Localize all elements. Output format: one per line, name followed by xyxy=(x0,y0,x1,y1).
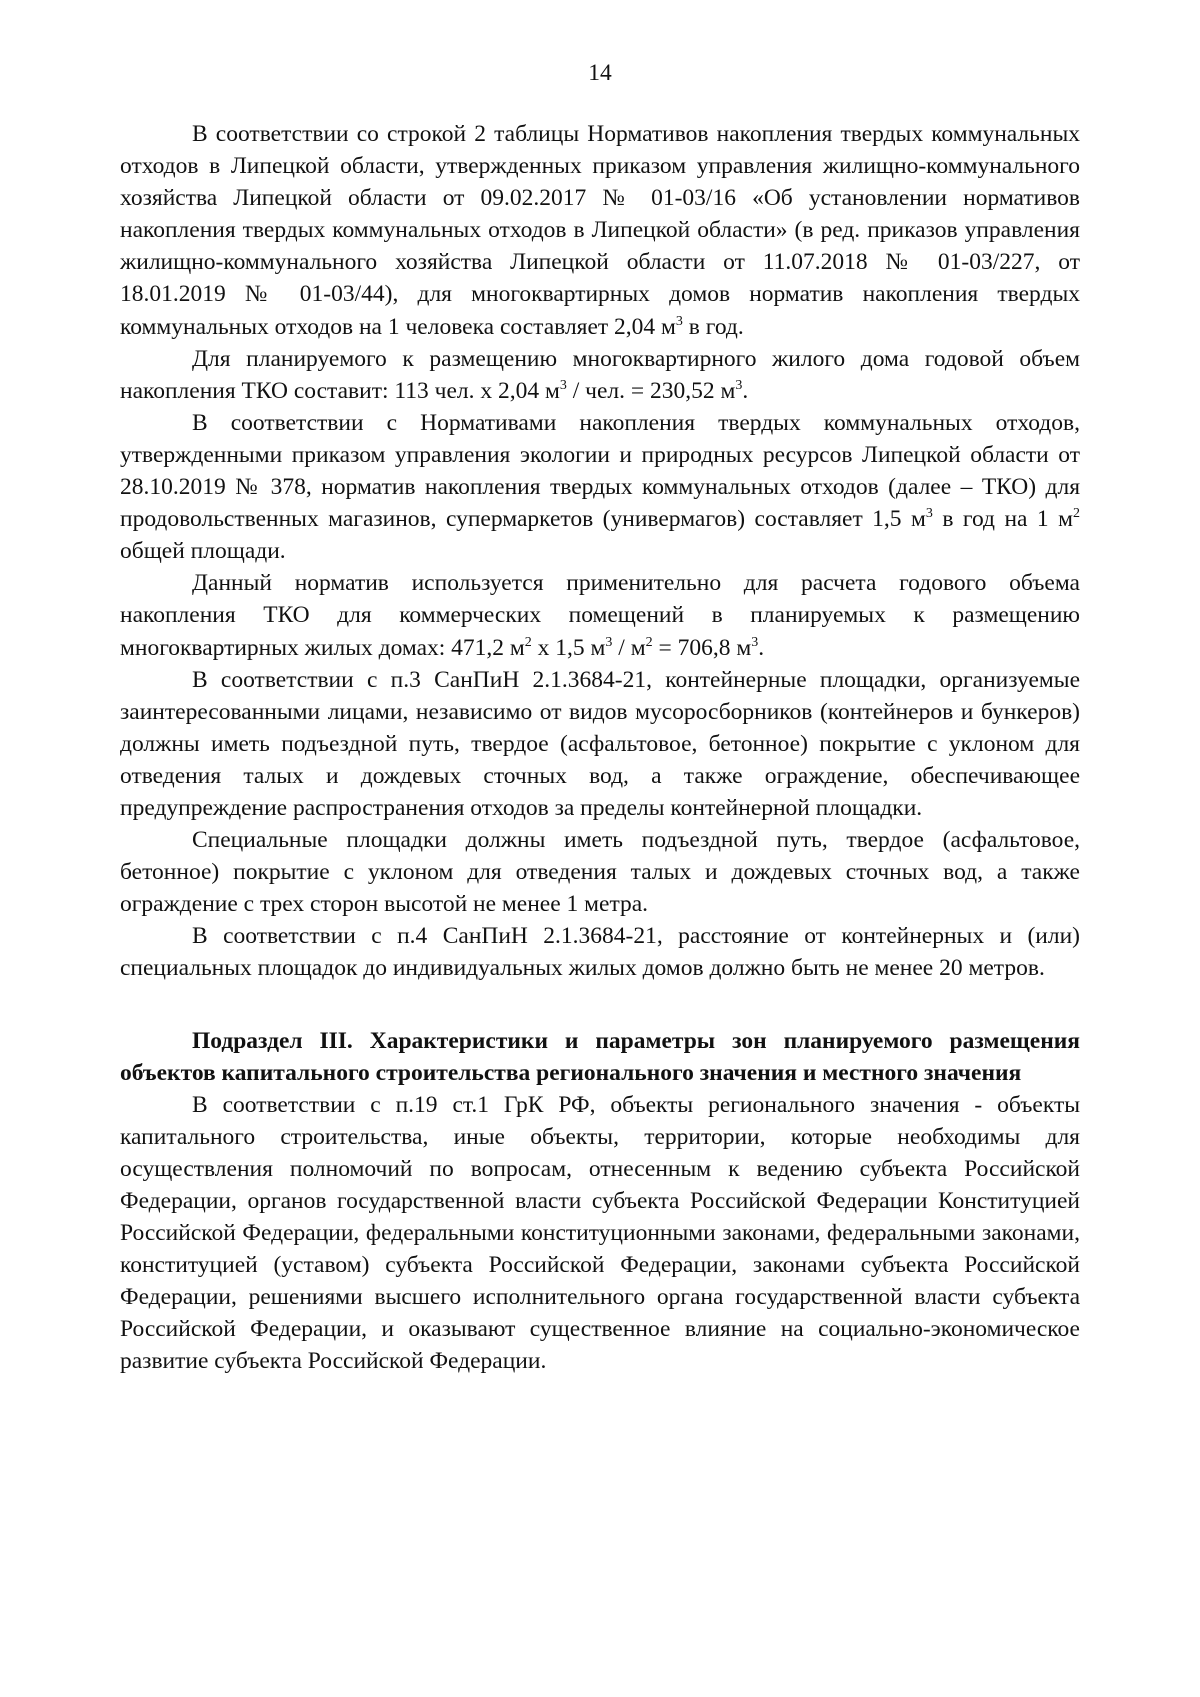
paragraph-special-sites: Специальные площадки должны иметь подъездной путь, твердое (асфальтовое, бетонное) покрытие с уклоном для отведения талых и дождевых сточных вод, а также ограждение с трех сторон высотой не менее 1 метра. xyxy=(120,827,1080,918)
section-heading: Подраздел III. Характеристики и параметры зон планируемого размещения объектов капитального строительства регионального значения и местного значения xyxy=(120,1027,1080,1086)
paragraph-commercial-volume: Данный норматив используется применительно для расчета годового объема накопления ТКО для коммерческих помещений в планируемых к размещению многоквартирных жилых домах: 471,2 $м^2$ х 1,5 $м^3 / м^2 = 706,8$ $м^3$. xyxy=(120,570,1080,661)
paragraph-container-sites: В соответствии с п.3 СанПиН 2.1.3684-21, контейнерные площадки, организуемые заинтересованными лицами, независимо от видов мусоросборников (контейнеров и бункеров) должны иметь подъездной путь, твердое (асфальтовое, бетонное) покрытие с уклоном для отведения талых и дождевых сточных вод, а также ограждение, обеспечивающее предупреждение распространения отходов за пределы контейнерной площадки. xyxy=(120,666,1080,821)
paragraph-waste-norm-apartments: В соответствии со строкой 2 таблицы Нормативов накопления твердых коммунальных отходов в Липецкой области, утвержденных приказом управления жилищно-коммунального хозяйства Липецкой области от 09.02.2017 № 01-03/16 «Об установлении нормативов накопления твердых коммунальных отходов в Липецкой области» (в ред. приказов управления жилищно-коммунального хозяйства Липецкой области от 11.07.2018 № 01-03/227, от 18.01.2019 № 01-03/44), для многоквартирных домов норматив накопления твердых коммунальных отходов на 1 человека составляет 2,04 $м^3$ в год. xyxy=(120,121,1080,340)
paragraph-distance-requirement: В соответствии с п.4 СанПиН 2.1.3684-21, расстояние от контейнерных и (или) специальных площадок до индивидуальных жилых домов должно быть не менее 20 метров. xyxy=(120,923,1080,982)
paragraph-waste-norm-stores: В соответствии с Нормативами накопления твердых коммунальных отходов, утвержденными приказом управления экологии и природных ресурсов Липецкой области от 28.10.2019 № 378, норматив накопления твердых коммунальных отходов (далее – ТКО) для продовольственных магазинов, супермаркетов (универмагов) составляет 1,5 $м^3$ в год на 1 $м^2$ общей площади. xyxy=(120,409,1080,565)
paragraph-annual-volume: Для планируемого к размещению многоквартирного жилого дома годовой объем накопления ТКО составит: 113 чел. х 2,04 $м^3$ / чел. = 230,52 $м^3$. xyxy=(120,345,1080,404)
page-number: 14 xyxy=(588,60,612,86)
paragraph-regional-objects: В соответствии с п.19 ст.1 ГрК РФ, объекты регионального значения - объекты капитального строительства, иные объекты, территории, которые необходимы для осуществления полномочий по вопросам, отнесенным к ведению субъекта Российской Федерации, органов государственной власти субъекта Российской Федерации Конституцией Российской Федерации, федеральными конституционными законами, федеральными законами, конституцией (уставом) субъекта Российской Федерации, законами субъекта Российской Федерации, решениями высшего исполнительного органа государственной власти субъекта Российской Федерации, и оказывают существенное влияние на социально-экономическое развитие субъекта Российской Федерации. xyxy=(120,1091,1080,1375)
document-body xyxy=(120,118,1080,1378)
